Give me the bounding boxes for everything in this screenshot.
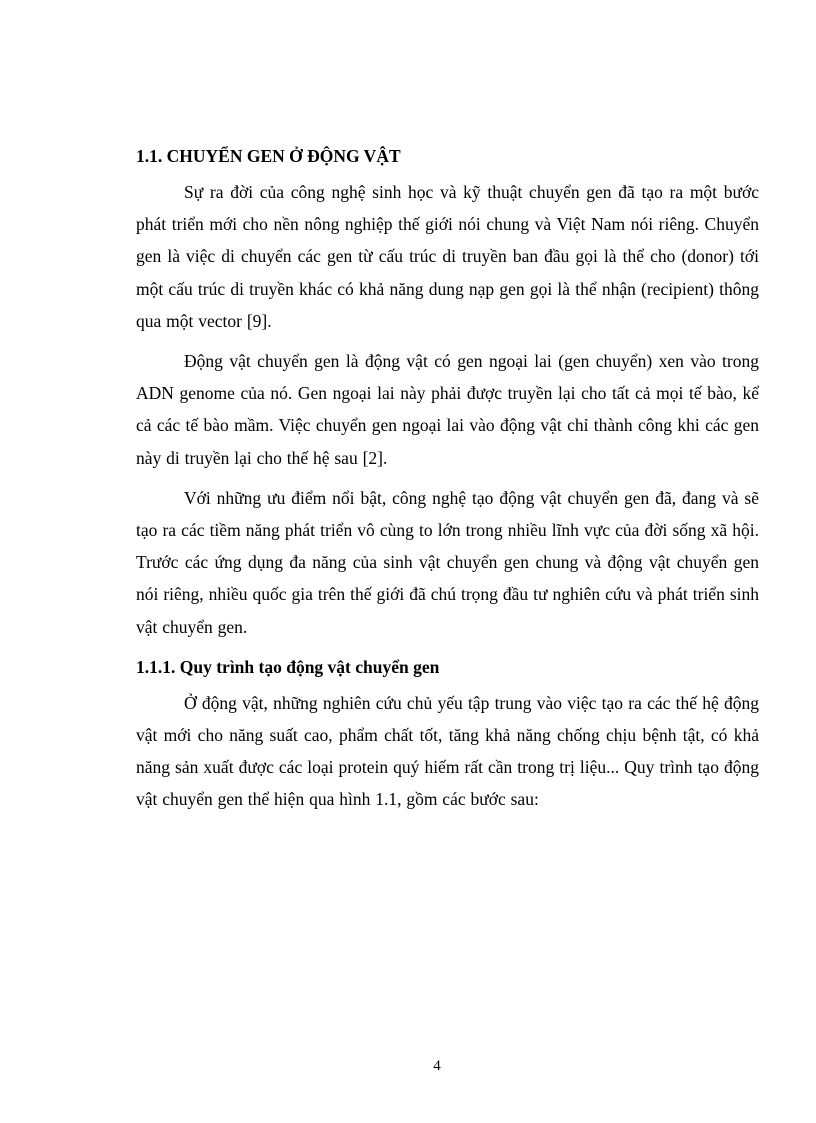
subsection-heading: 1.1.1. Quy trình tạo động vật chuyển gen	[136, 656, 440, 677]
section-heading: 1.1. CHUYỂN GEN Ở ĐỘNG VẬT	[136, 146, 401, 166]
paragraph-advantages: Với những ưu điểm nổi bật, công nghệ tạo động vật chuyển gen đã, đang và sẽ tạo ra các tiềm năng phát triển vô cùng to lớn trong nhiều lĩnh vực của đời sống xã hội. Trước các ứng dụng đa năng của sinh vật chuyển gen chung và động vật chuyển gen nói riêng, nhiều quốc gia trên thế giới đã chú trọng đầu tư nghiên cứu và phát triển sinh vật chuyển gen.	[136, 487, 759, 637]
page-number: 4	[433, 1058, 441, 1074]
paragraph-intro: Sự ra đời của công nghệ sinh học và kỹ thuật chuyển gen đã tạo ra một bước phát triển mới cho nền nông nghiệp thế giới nói chung và Việt Nam nói riêng. Chuyển gen là việc di chuyển các gen từ cấu trúc di truyền ban đầu gọi là thể cho (donor) tới một cấu trúc di truyền khác có khả năng dung nạp gen gọi là thể nhận (recipient) thông qua một vector [9].	[136, 182, 759, 331]
paragraph-process: Ở động vật, những nghiên cứu chủ yếu tập trung vào việc tạo ra các thế hệ động vật mới cho năng suất cao, phẩm chất tốt, tăng khả năng chống chịu bệnh tật, có khả năng sản xuất được các loại protein quý hiếm rất cần trong trị liệu... Quy trình tạo động vật chuyển gen thể hiện qua hình 1.1, gồm các bước sau:	[136, 692, 759, 810]
paragraph-definition: Động vật chuyển gen là động vật có gen ngoại lai (gen chuyển) xen vào trong ADN genome của nó. Gen ngoại lai này phải được truyền lại cho tất cả mọi tế bào, kể cả các tế bào mầm. Việc chuyển gen ngoại lai vào động vật chỉ thành công khi các gen này di truyền lại cho thế hệ sau [2].	[136, 351, 759, 468]
page-body	[136, 140, 759, 824]
